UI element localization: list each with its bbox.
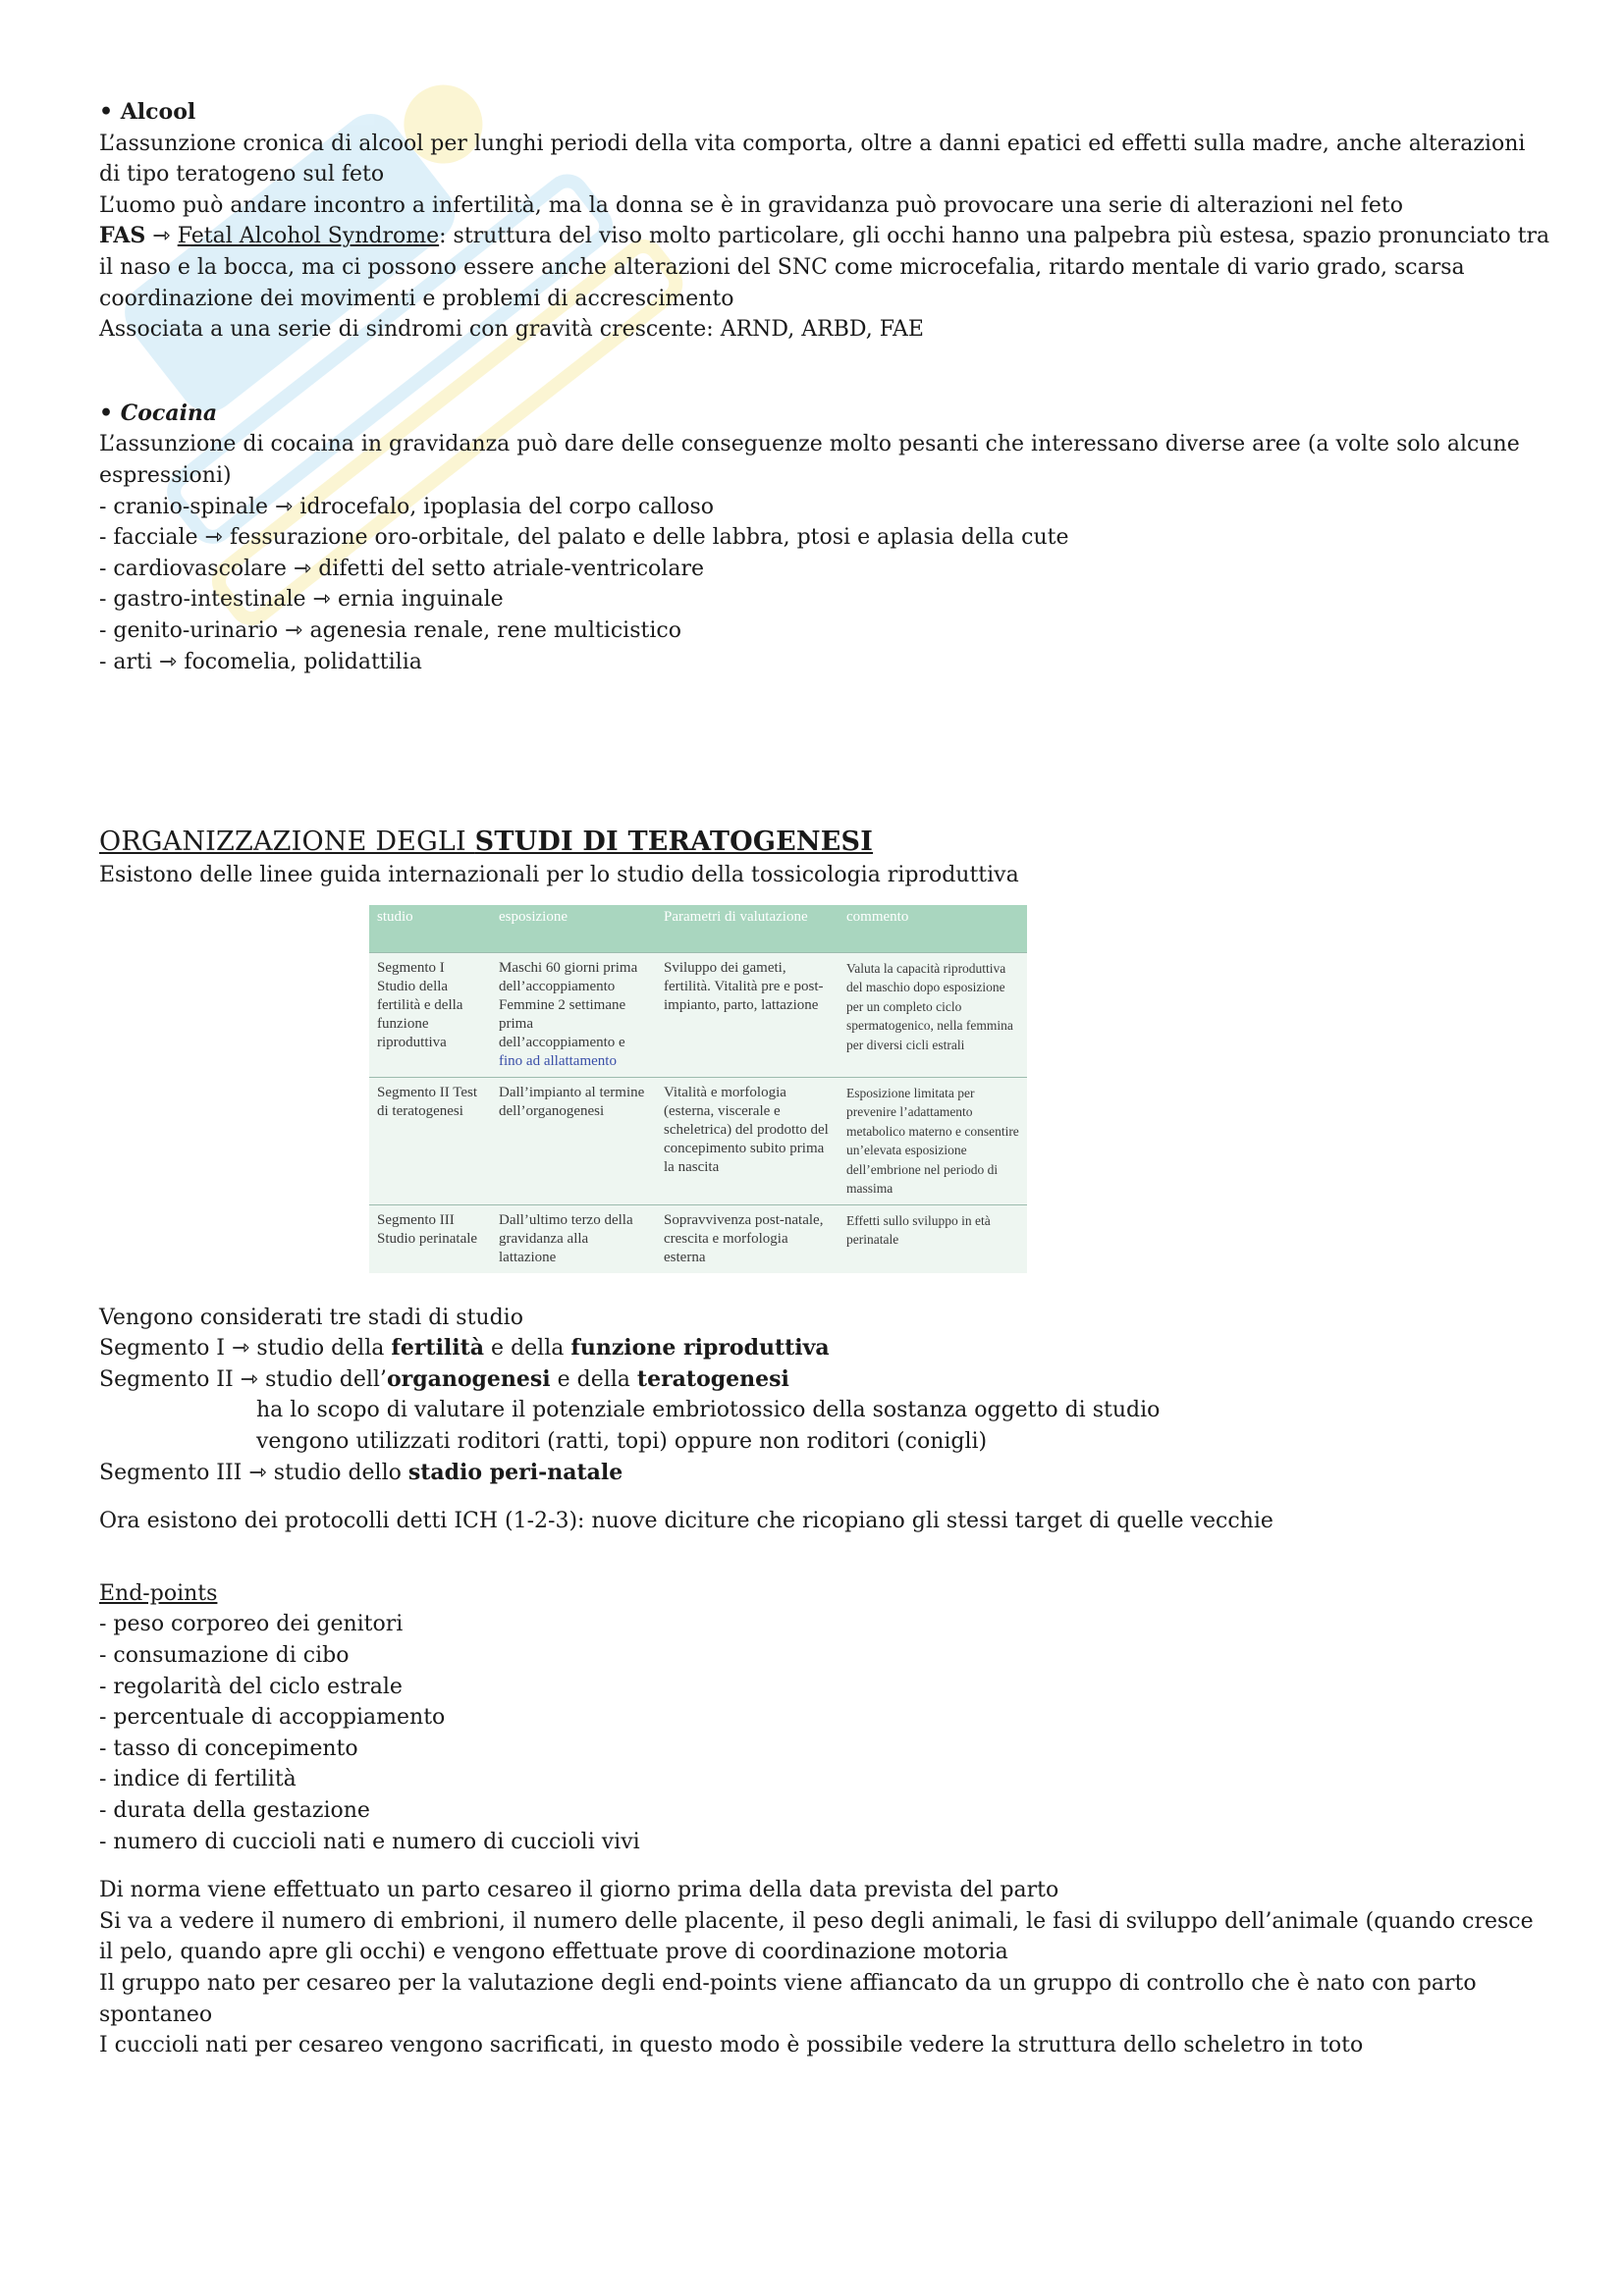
table-header-cell: esposizione <box>491 905 656 953</box>
esposizione-extra: fino ad allattamento <box>499 1052 617 1069</box>
table-cell-commento: Valuta la capacità riproduttiva del maschio dopo esposizione per un completo ciclo spermatogenico, nella femmina per diversi cicli estrali <box>839 952 1027 1077</box>
segmento-2-line-3: vengono utilizzati roditori (ratti, topi) oppure non roditori (conigli) <box>256 1429 988 1455</box>
list-item: - regolarità del ciclo estrale <box>99 1674 403 1699</box>
list-item: - percentuale di accoppiamento <box>99 1705 446 1731</box>
studies-table-wrapper <box>369 905 1027 1273</box>
s3-pre: Segmento III ⇾ studio dello <box>99 1460 408 1485</box>
list-item: - durata della gestazione <box>99 1798 370 1823</box>
section-title <box>99 825 1552 860</box>
alcool-para-2: L’uomo può andare incontro a infertilità, ma la donna se è in gravidanza può provocare una serie di alterazioni nel feto <box>99 192 1404 218</box>
segmento-1 <box>99 1333 1552 1364</box>
table-cell-parametri: Vitalità e morfologia (esterna, viscerale e scheletrica) del prodotto del concepimento subito prima la nascita <box>656 1077 839 1204</box>
table-cell-esposizione: Dall’impianto al termine dell’organogenesi <box>491 1077 656 1204</box>
s1-bold-2: funzione riproduttiva <box>570 1335 830 1362</box>
table-cell-esposizione <box>491 952 656 1077</box>
section-title-plain: ORGANIZZAZIONE DEGLI <box>99 827 475 858</box>
list-item: - arti ⇾ focomelia, polidattilia <box>99 649 422 674</box>
table-cell-esposizione: Dall’ultimo terzo della gravidanza alla lattazione <box>491 1204 656 1273</box>
s2-bold-1: organogenesi <box>386 1365 551 1392</box>
s1-pre: Segmento I ⇾ studio della <box>99 1336 392 1362</box>
list-item: - tasso di concepimento <box>99 1735 358 1761</box>
table-header-cell: studio <box>369 905 491 953</box>
list-item: - cardiovascolare ⇾ difetti del setto atriale-ventricolare <box>99 556 704 581</box>
list-item: - facciale ⇾ fessurazione oro-orbitale, del palato e delle labbra, ptosi e aplasia della cute <box>99 525 1069 551</box>
table-header-cell: commento <box>839 905 1027 953</box>
fas-name: Fetal Alcohol Syndrome <box>177 224 440 249</box>
table-row <box>369 1204 1027 1273</box>
s1-mid: e della <box>484 1336 571 1362</box>
table-cell-parametri: Sopravvivenza post-natale, crescita e morfologia esterna <box>656 1204 839 1273</box>
segmento-3 <box>99 1458 1552 1489</box>
table-header-cell: Parametri di valutazione <box>656 905 839 953</box>
list-item: - consumazione di cibo <box>99 1643 350 1669</box>
s1-bold-1: fertilità <box>391 1335 485 1362</box>
table-header-row <box>369 905 1027 953</box>
list-item: - numero di cuccioli nati e numero di cuccioli vivi <box>99 1829 640 1854</box>
table-cell-parametri: Sviluppo dei gameti, fertilità. Vitalità pre e post-impianto, parto, lattazione <box>656 952 839 1077</box>
list-item: - cranio-spinale ⇾ idrocefalo, ipoplasia del corpo calloso <box>99 494 715 519</box>
section-subtitle: Esistono delle linee guida internazionali per lo studio della tossicologia riproduttiva <box>99 863 1019 888</box>
table-row <box>369 1077 1027 1204</box>
table-row <box>369 952 1027 1077</box>
alcool-heading-text: Alcool <box>120 99 196 125</box>
s2-pre: Segmento II ⇾ studio dell’ <box>99 1366 387 1392</box>
list-item: - genito-urinario ⇾ agenesia renale, rene multicistico <box>99 617 681 643</box>
closing-para: I cuccioli nati per cesareo vengono sacrificati, in questo modo è possibile vedere la struttura dello scheletro in toto <box>99 2033 1364 2058</box>
fas-paragraph <box>99 221 1552 314</box>
alcool-heading: • Alcool <box>99 99 196 125</box>
fas-arrow: ⇾ <box>145 224 178 249</box>
stadi-intro: Vengono considerati tre stadi di studio <box>99 1305 523 1330</box>
cocaina-heading: • Cocaina <box>99 400 218 426</box>
table-cell-commento: Effetti sullo sviluppo in età perinatale <box>839 1204 1027 1273</box>
s2-mid: e della <box>550 1366 637 1392</box>
document-body <box>99 97 1552 2061</box>
studies-table <box>369 905 1027 1273</box>
closing-para: Si va a vedere il numero di embrioni, il numero delle placente, il peso degli animali, le fasi di sviluppo dell’animale (quando cresce il pelo, quando apre gli occhi) e vengono effettuate prove di coordinazione motoria <box>99 1908 1534 1965</box>
alcool-para-1: L’assunzione cronica di alcool per lunghi periodi della vita comporta, oltre a danni epatici ed effetti sulla madre, anche alterazioni di tipo teratogeno sul feto <box>99 131 1526 187</box>
segmento-2-line-2: ha lo scopo di valutare il potenziale embriotossico della sostanza oggetto di studio <box>256 1398 1161 1423</box>
table-cell-commento: Esposizione limitata per prevenire l’adattamento metabolico materno e consentire un’elevata esposizione dell’embrione nel periodo di massima <box>839 1077 1027 1204</box>
table-cell-studio: Segmento I Studio della fertilità e della funzione riproduttiva <box>369 952 491 1077</box>
list-item: - peso corporeo dei genitori <box>99 1612 404 1637</box>
esposizione-text: Maschi 60 giorni prima dell’accoppiamento Femmine 2 settimane prima dell’accoppiamento e <box>499 959 638 1050</box>
fas-label: FAS <box>99 223 146 249</box>
list-item: - gastro-intestinale ⇾ ernia inguinale <box>99 587 504 613</box>
cocaina-heading-text: Cocaina <box>120 400 218 426</box>
section-title-bold: STUDI DI TERATOGENESI <box>474 827 874 858</box>
table-cell-studio: Segmento II Test di teratogenesi <box>369 1077 491 1204</box>
s2-bold-2: teratogenesi <box>636 1365 789 1392</box>
segmento-2 <box>99 1364 1552 1396</box>
fas-description: : struttura del viso molto particolare, gli occhi hanno una palpebra più estesa, spazio pronunciato tra il naso e la bocca, ma ci possono essere anche alterazioni del SNC come microcefalia, ritardo mentale di vario grado, scarsa coordinazione dei movimenti e problemi di accrescimento <box>99 224 1550 311</box>
closing-para: Di norma viene effettuato un parto cesareo il giorno prima della data prevista del parto <box>99 1878 1059 1903</box>
list-item: - indice di fertilità <box>99 1767 297 1792</box>
s3-bold: stadio peri-natale <box>407 1459 623 1485</box>
cocaina-intro: L’assunzione di cocaina in gravidanza può dare delle conseguenze molto pesanti che interessano diverse aree (a volte solo alcune espressioni) <box>99 432 1520 488</box>
table-cell-studio: Segmento III Studio perinatale <box>369 1204 491 1273</box>
ich-paragraph: Ora esistono dei protocolli detti ICH (1-2-3): nuove diciture che ricopiano gli stessi target di quelle vecchie <box>99 1509 1273 1534</box>
closing-para: Il gruppo nato per cesareo per la valutazione degli end-points viene affiancato da un gruppo di controllo che è nato con parto spontaneo <box>99 1970 1477 2027</box>
alcool-para-4: Associata a una serie di sindromi con gravità crescente: ARND, ARBD, FAE <box>99 317 924 343</box>
endpoints-heading: End-points <box>99 1580 218 1606</box>
